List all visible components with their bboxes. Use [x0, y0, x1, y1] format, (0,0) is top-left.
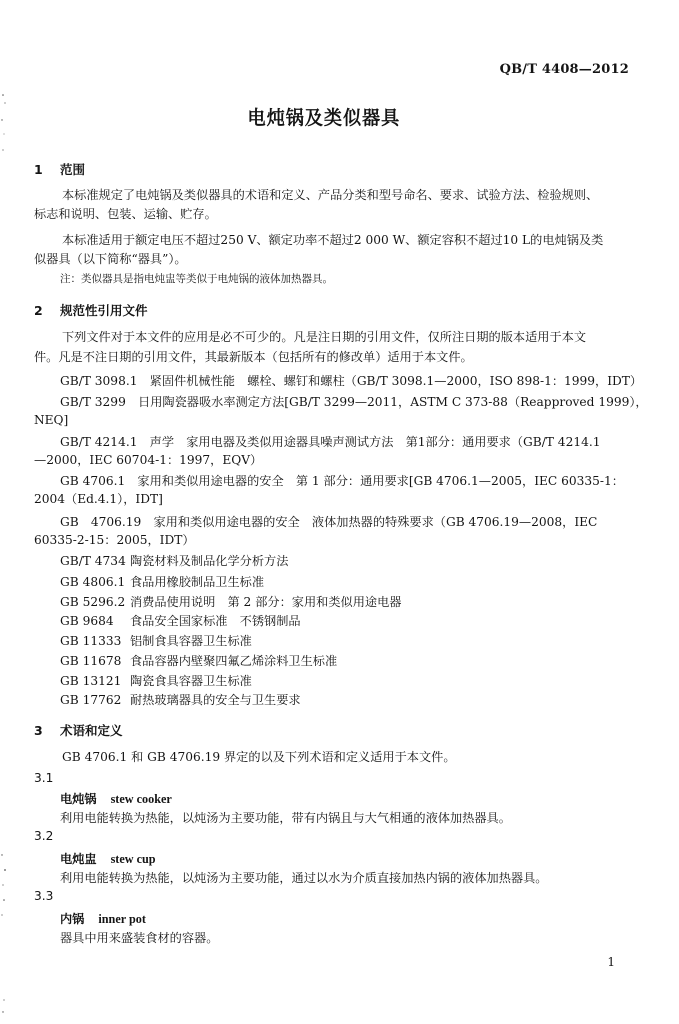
reference-item [60, 552, 288, 569]
scan-margin-marks [0, 0, 10, 1024]
reference-code: GB 9684 [60, 614, 114, 628]
term-definition: 器具中用来盛装食材的容器。 [60, 931, 219, 945]
term-number: 3.1 [34, 771, 54, 785]
section-title: 规范性引用文件 [60, 303, 148, 318]
section-2-heading [34, 301, 148, 319]
reference-title: 食品用橡胶制品卫生标准 [130, 575, 265, 589]
reference-code: GB 4806.1 [60, 575, 126, 589]
paragraph-line: 本标准规定了电炖锅及类似器具的术语和定义、产品分类和型号命名、要求、试验方法、检验规则、 [62, 188, 599, 202]
reference-title: 铝制食具容器卫生标准 [130, 634, 252, 648]
reference-item [60, 652, 337, 669]
term-heading [60, 850, 156, 867]
reference-title: 食品容器内壁聚四氟乙烯涂料卫生标准 [130, 654, 338, 668]
reference-title: 耐热玻璃器具的安全与卫生要求 [130, 693, 301, 707]
reference-line: GB 4706.19 家用和类似用途电器的安全 液体加热器的特殊要求（GB 4706.19—2008，IEC [60, 515, 598, 529]
term-definition: 利用电能转换为热能，以炖汤为主要功能，通过以水为介质直接加热内锅的液体加热器具。 [60, 871, 548, 885]
reference-item [60, 672, 252, 689]
term-number: 3.2 [34, 829, 54, 843]
section-1-heading [34, 160, 85, 178]
paragraph-line: 本标准适用于额定电压不超过250 V、额定功率不超过2 000 W、额定容积不超过10 L的电炖锅及类 [62, 233, 604, 247]
term-en: stew cup [110, 852, 156, 866]
term-zh: 电炖锅 [60, 792, 97, 806]
term-definition: 利用电能转换为热能，以炖汤为主要功能，带有内锅且与大气相通的液体加热器具。 [60, 811, 511, 825]
reference-code: GB/T 4734 [60, 554, 126, 568]
reference-continuation: NEQ] [34, 413, 69, 427]
section-number: 3 [34, 723, 43, 738]
paragraph-line: GB 4706.1 和 GB 4706.19 界定的以及下列术语和定义适用于本文件。 [62, 750, 456, 764]
section-note: 注：类似器具是指电炖盅等类似于电炖锅的液体加热器具。 [60, 273, 333, 285]
reference-line: GB/T 4214.1 声学 家用电器及类似用途器具噪声测试方法 第1部分：通用要求（GB/T 4214.1 [60, 435, 601, 449]
reference-item [60, 691, 301, 708]
reference-title: 消费品使用说明 第 2 部分：家用和类似用途电器 [130, 595, 402, 609]
reference-line: GB 4706.1 家用和类似用途电器的安全 第 1 部分：通用要求[GB 4706.1—2005，IEC 60335-1： [60, 474, 624, 488]
page-number: 1 [607, 955, 615, 969]
reference-title: 陶瓷食具容器卫生标准 [130, 674, 252, 688]
reference-item [60, 573, 264, 590]
section-title: 范围 [60, 162, 86, 177]
term-en: inner pot [98, 912, 146, 926]
standard-number: QB/T 4408—2012 [499, 62, 629, 77]
reference-title: 食品安全国家标准 不锈钢制品 [130, 614, 301, 628]
reference-code: GB 17762 [60, 693, 122, 707]
section-title: 术语和定义 [60, 723, 123, 738]
term-number: 3.3 [34, 889, 54, 903]
reference-continuation: —2000，IEC 60704-1：1997，EQV） [34, 453, 263, 467]
reference-continuation: 2004（Ed.4.1），IDT] [34, 492, 163, 506]
reference-code: GB 11333 [60, 634, 122, 648]
term-zh: 内锅 [60, 912, 85, 926]
section-number: 1 [34, 162, 43, 177]
reference-code: GB 13121 [60, 674, 122, 688]
reference-item [60, 632, 252, 649]
reference-item [60, 612, 301, 629]
reference-code: GB 5296.2 [60, 595, 126, 609]
term-heading [60, 910, 146, 927]
reference-title: 陶瓷材料及制品化学分析方法 [130, 554, 289, 568]
term-heading [60, 790, 172, 807]
term-zh: 电炖盅 [60, 852, 97, 866]
reference-line: GB/T 3299 日用陶瓷器吸水率测定方法[GB/T 3299—2011，ASTM C 373-88（Reapproved 1999）， [60, 395, 648, 409]
reference-line: GB/T 3098.1 紧固件机械性能 螺栓、螺钉和螺柱（GB/T 3098.1—2000，ISO 898-1：1999，IDT） [60, 374, 643, 388]
section-3-heading [34, 721, 123, 739]
reference-code: GB 11678 [60, 654, 122, 668]
paragraph-line: 件。凡是不注日期的引用文件，其最新版本（包括所有的修改单）适用于本文件。 [34, 350, 473, 364]
section-number: 2 [34, 303, 43, 318]
document-title: 电炖锅及类似器具 [247, 107, 401, 129]
term-en: stew cooker [110, 792, 172, 806]
reference-item [60, 593, 401, 610]
paragraph-line: 标志和说明、包装、运输、贮存。 [34, 207, 217, 221]
paragraph-line: 似器具（以下简称“器具”）。 [34, 252, 187, 266]
reference-continuation: 60335-2-15：2005，IDT） [34, 533, 195, 547]
paragraph-line: 下列文件对于本文件的应用是必不可少的。凡是注日期的引用文件，仅所注日期的版本适用于本文 [62, 330, 587, 344]
